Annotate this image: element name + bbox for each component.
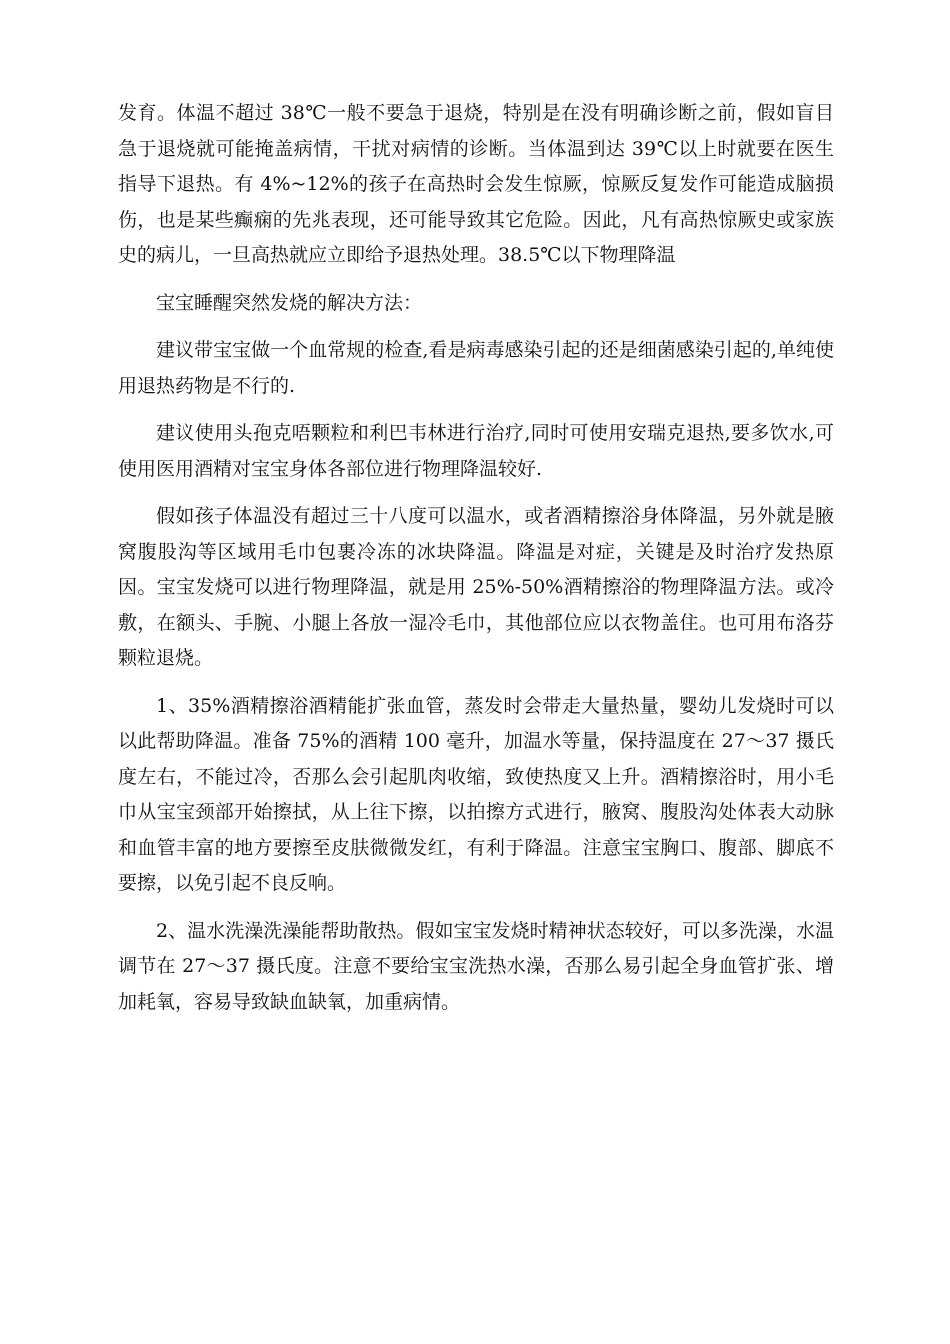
- paragraph-physical-cooling: 假如孩子体温没有超过三十八度可以温水，或者酒精擦浴身体降温，另外就是腋窝腹股沟等区域用毛巾包裹冷冻的冰块降温。降温是对症，关键是及时治疗发热原因。宝宝发烧可以进行物理降温，就是用 25%-50%酒精擦浴的物理降温方法。或冷敷，在额头、手腕、小腿上各放一湿冷毛巾，其他部位应以衣物盖住。也可用布洛芬颗粒退烧。: [118, 505, 834, 669]
- paragraph-medication: 建议使用头孢克唔颗粒和利巴韦林进行治疗,同时可使用安瑞克退热,要多饮水,可使用医用酒精对宝宝身体各部位进行物理降温较好.: [118, 422, 834, 480]
- document-page: [118, 96, 834, 1032]
- paragraph-warm-bath: 2、温水洗澡洗澡能帮助散热。假如宝宝发烧时精神状态较好，可以多洗澡，水温调节在 27～37 摄氏度。注意不要给宝宝洗热水澡，否那么易引起全身血管扩张、增加耗氧，容易导致缺血缺氧，加重病情。: [118, 919, 834, 1013]
- paragraph-blood-test: 建议带宝宝做一个血常规的检查,看是病毒感染引起的还是细菌感染引起的,单纯使用退热药物是不行的.: [118, 339, 834, 397]
- paragraph-alcohol-bath: 1、35%酒精擦浴酒精能扩张血管，蒸发时会带走大量热量，婴幼儿发烧时可以以此帮助降温。准备 75%的酒精 100 毫升，加温水等量，保持温度在 27～37 摄氏度左右，不能过冷，否那么会引起肌肉收缩，致使热度又上升。酒精擦浴时，用小毛巾从宝宝颈部开始擦拭，从上往下擦，以拍擦方式进行，腋窝、腹股沟处体表大动脉和血管丰富的地方要擦至皮肤微微发红，有利于降温。注意宝宝胸口、腹部、脚底不要擦，以免引起不良反响。: [118, 694, 834, 894]
- paragraph-intro: 发育。体温不超过 38℃一般不要急于退烧，特别是在没有明确诊断之前，假如盲目急于退烧就可能掩盖病情，干扰对病情的诊断。当体温到达 39℃以上时就要在医生指导下退热。有 4%~12%的孩子在高热时会发生惊厥，惊厥反复发作可能造成脑损伤，也是某些癫痫的先兆表现，还可能导致其它危险。因此，凡有高热惊厥史或家族史的病儿，一旦高热就应立即给予退热处理。38.5℃以下物理降温: [118, 102, 834, 266]
- paragraph-heading-solutions: 宝宝睡醒突然发烧的解决方法：: [156, 291, 423, 314]
